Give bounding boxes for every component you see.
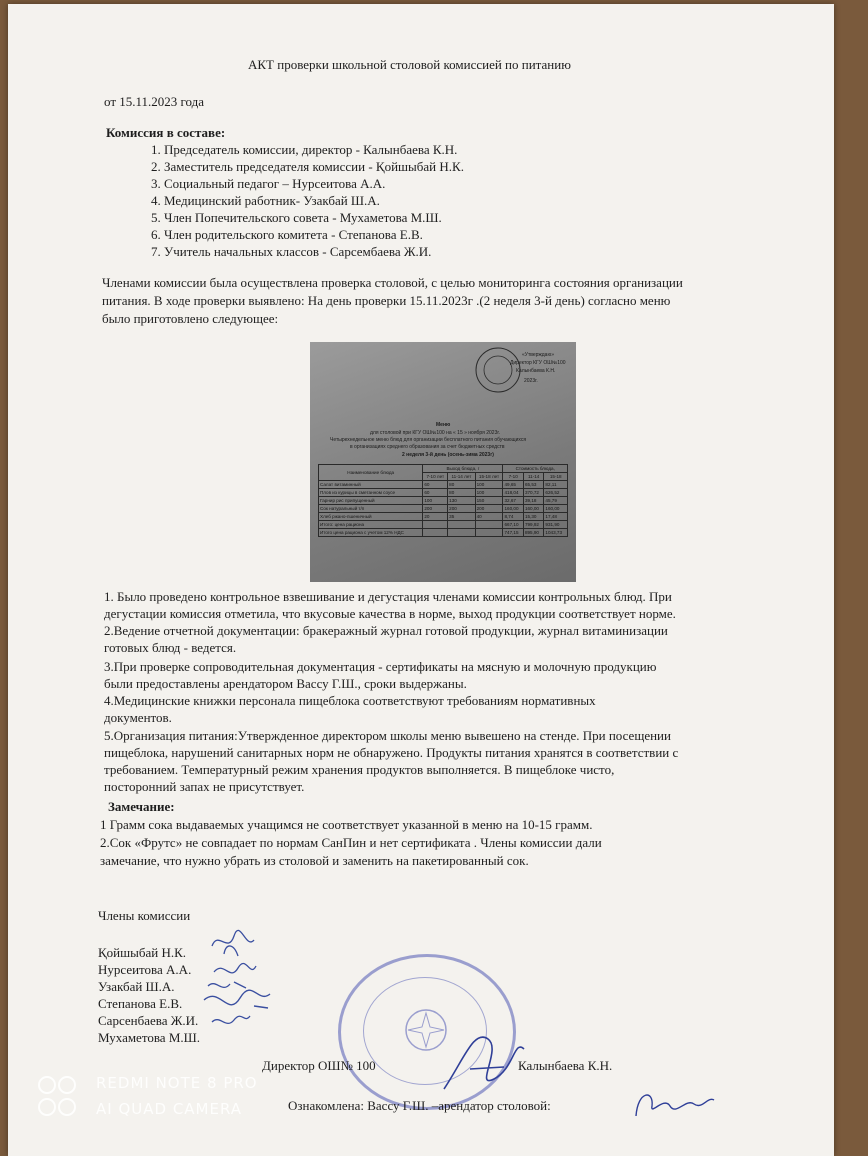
menu-header-cell: Наименование блюда bbox=[319, 465, 423, 481]
finding-line: 4.Медицинские книжки персонала пищеблока соответствуют требованиям нормативных bbox=[104, 693, 596, 708]
menu-table-cell: Итого: цена рациона bbox=[319, 521, 423, 529]
menu-table-cell: 32,67 bbox=[503, 497, 523, 505]
menu-approval-line: Директор КГУ ОШ№100 bbox=[510, 360, 566, 366]
menu-subheader-cell: 7-10 bbox=[503, 473, 523, 481]
watermark-model: REDMI NOTE 8 PRO bbox=[96, 1074, 258, 1092]
menu-table-cell: 100 bbox=[475, 489, 503, 497]
intro-line: Членами комиссии была осуществлена проверка столовой, с целью мониторинга состояния организации bbox=[102, 275, 683, 290]
menu-table-row bbox=[319, 489, 568, 497]
menu-table-cell: 45,79 bbox=[544, 497, 568, 505]
remark-line: замечание, что нужно убрать из столовой и заменить на пакетированный сок. bbox=[100, 853, 529, 868]
signer-name: Степанова Е.В. bbox=[98, 996, 183, 1011]
menu-table-row bbox=[319, 529, 568, 537]
finding-line: посторонний запах не присутствует. bbox=[104, 779, 305, 794]
commission-member: 6. Член родительского комитета - Степанова Е.В. bbox=[151, 227, 423, 242]
document-page bbox=[8, 4, 834, 1156]
menu-table-cell: 65,53 bbox=[523, 481, 543, 489]
menu-table-body bbox=[319, 481, 568, 537]
menu-table bbox=[318, 464, 568, 537]
menu-subheader-cell: 11-14 bbox=[523, 473, 543, 481]
menu-stamp-icon bbox=[470, 344, 526, 396]
intro-line: было приготовлено следующее: bbox=[102, 311, 279, 326]
menu-subtitle: для столовой при КГУ ОШ№100 на « 15 » ноября 2023г. bbox=[370, 430, 500, 436]
menu-table-cell: 8,74 bbox=[503, 513, 523, 521]
menu-table-row bbox=[319, 497, 568, 505]
menu-photo bbox=[310, 342, 576, 582]
document-title: АКТ проверки школьной столовой комиссией по питанию bbox=[248, 57, 571, 72]
camera-lens-icon bbox=[38, 1076, 56, 1094]
menu-table-row bbox=[319, 505, 568, 513]
menu-table-cell: 160,00 bbox=[523, 505, 543, 513]
menu-subheader-cell: 15-18 bbox=[544, 473, 568, 481]
menu-table-cell: 15,30 bbox=[523, 513, 543, 521]
intro-line: питания. В ходе проверки выявлено: На день проверки 15.11.2023г .(2 неделя 3-й день) согласно меню bbox=[102, 293, 671, 308]
commission-member: 1. Председатель комиссии, директор - Калынбаева К.Н. bbox=[151, 142, 458, 157]
finding-line: были предоставлены арендатором Вассу Г.Ш., сроки выдержаны. bbox=[104, 676, 467, 691]
menu-table-cell: 799,92 bbox=[523, 521, 543, 529]
finding-line: документов. bbox=[104, 710, 172, 725]
signer-name: Қойшыбай Н.К. bbox=[98, 945, 187, 960]
menu-subheader-cell: 11-14 лет bbox=[448, 473, 475, 481]
tenant-signature-icon bbox=[628, 1076, 718, 1136]
signer-name: Сарсенбаева Ж.И. bbox=[98, 1013, 199, 1028]
menu-table-cell: 200 bbox=[475, 505, 503, 513]
menu-subheader-cell: 7-10 лет bbox=[423, 473, 448, 481]
director-label: Директор ОШ№ 100 bbox=[262, 1058, 376, 1073]
menu-table-cell: 39,18 bbox=[523, 497, 543, 505]
menu-subtitle: в организациях среднего образования за счет бюджетных средств bbox=[350, 444, 505, 450]
signer-name: Узакбай Ш.А. bbox=[98, 979, 175, 994]
menu-table-cell: 747,15 bbox=[503, 529, 523, 537]
commission-member: 3. Социальный педагог – Нурсеитова А.А. bbox=[151, 176, 386, 191]
menu-table-cell: 100 bbox=[475, 481, 503, 489]
menu-header-cell: Стоимость блюда, bbox=[503, 465, 568, 473]
camera-lens-icon bbox=[58, 1076, 76, 1094]
commission-member: 7. Учитель начальных классов - Сарсембаева Ж.И. bbox=[151, 244, 432, 259]
remarks-heading: Замечание: bbox=[108, 799, 175, 814]
finding-line: готовых блюд - ведется. bbox=[104, 640, 237, 655]
camera-lens-icon bbox=[58, 1098, 76, 1116]
menu-table-cell: 160,00 bbox=[544, 505, 568, 513]
menu-table-cell: 130 bbox=[448, 497, 475, 505]
menu-table-cell: 150 bbox=[475, 497, 503, 505]
menu-approval-line: 2023г. bbox=[524, 378, 538, 384]
signer-name: Мухаметова М.Ш. bbox=[98, 1030, 201, 1045]
menu-table-cell: 931,90 bbox=[544, 521, 568, 529]
menu-table-cell: 667,10 bbox=[503, 521, 523, 529]
remark-line: 1 Грамм сока выдаваемых учащимся не соответствует указанной в меню на 10-15 грамм. bbox=[100, 817, 593, 832]
menu-table-row bbox=[319, 521, 568, 529]
menu-subheader-cell: 15-18 лет bbox=[475, 473, 503, 481]
menu-table-cell: 20 bbox=[423, 513, 448, 521]
menu-approval-line: Калынбаева К.Н. bbox=[516, 368, 556, 374]
menu-table-cell bbox=[448, 521, 475, 529]
commission-member: 4. Медицинский работник- Узакбай Ш.А. bbox=[151, 193, 380, 208]
menu-table-cell bbox=[423, 529, 448, 537]
menu-table-row bbox=[319, 481, 568, 489]
menu-table-cell bbox=[475, 521, 503, 529]
menu-table-cell bbox=[423, 521, 448, 529]
menu-table-cell: 200 bbox=[423, 505, 448, 513]
menu-table-cell: 418,04 bbox=[503, 489, 523, 497]
menu-table-cell: Гарнир рис припущенный bbox=[319, 497, 423, 505]
menu-table-cell: 17,48 bbox=[544, 513, 568, 521]
commission-member: 5. Член Попечительского совета - Мухаметова М.Ш. bbox=[151, 210, 442, 225]
menu-approval-line: «Утверждаю» bbox=[522, 352, 554, 358]
menu-table-cell: 60 bbox=[423, 489, 448, 497]
menu-table-cell: 160,00 bbox=[503, 505, 523, 513]
commission-member: 2. Заместитель председателя комиссии - Қойшыбай Н.К. bbox=[151, 159, 464, 174]
finding-line: пищеблока, нарушений санитарных норм не обнаружено. Продукты питания хранятся в соответствии с bbox=[104, 745, 679, 760]
finding-line: 3.При проверке сопроводительная документация - сертификаты на мясную и молочную продукцию bbox=[104, 659, 657, 674]
menu-header-cell: Выход блюда, г bbox=[423, 465, 503, 473]
menu-table-cell: Сок натуральный т/п bbox=[319, 505, 423, 513]
menu-subtitle: Четырехнедельное меню блюд для организации бесплатного питания обучающихся bbox=[330, 437, 527, 443]
finding-line: 2.Ведение отчетной документации: бракеражный журнал готовой продукции, журнал витаминизации bbox=[104, 623, 668, 638]
menu-table-cell bbox=[475, 529, 503, 537]
finding-line: требованием. Температурный режим хранения продуктов выполняется. В пищеблоке чисто, bbox=[104, 762, 615, 777]
menu-table-cell: 100 bbox=[423, 497, 448, 505]
menu-table-cell: 40 bbox=[475, 513, 503, 521]
signatures-scribble-icon bbox=[194, 924, 284, 1039]
watermark-camera: AI QUAD CAMERA bbox=[96, 1100, 243, 1118]
menu-table-cell: Салат витаминный bbox=[319, 481, 423, 489]
signer-name: Нурсеитова А.А. bbox=[98, 962, 192, 977]
menu-subtitle: 2 неделя 3-й день (осень-зима 2023г) bbox=[402, 452, 494, 458]
menu-table-cell: 80 bbox=[448, 489, 475, 497]
director-name: Калынбаева К.Н. bbox=[518, 1058, 613, 1073]
signers-heading: Члены комиссии bbox=[98, 908, 191, 923]
finding-line: 1. Было проведено контрольное взвешивание и дегустация членами комиссии контрольных блюд. При bbox=[104, 589, 672, 604]
menu-table-cell: 49,65 bbox=[503, 481, 523, 489]
menu-table-cell: 35 bbox=[448, 513, 475, 521]
menu-table-cell: 200 bbox=[448, 505, 475, 513]
menu-title: Меню bbox=[436, 422, 451, 428]
menu-table-cell: 1043,73 bbox=[544, 529, 568, 537]
acquainted-line: Ознакомлена: Вассу Г.Ш. –арендатор столовой: bbox=[288, 1098, 551, 1113]
menu-table-cell: 60 bbox=[423, 481, 448, 489]
finding-line: дегустации комиссия отметила, что вкусовые качества в норме, выход продукции соответствует норме. bbox=[104, 606, 676, 621]
menu-table-cell: 626,52 bbox=[544, 489, 568, 497]
menu-table-cell: 895,90 bbox=[523, 529, 543, 537]
menu-table-cell: Итого цена рациона с учетом 12% НДС bbox=[319, 529, 423, 537]
finding-line: 5.Организация питания:Утвержденное директором школы меню вывешено на стенде. При посещении bbox=[104, 728, 671, 743]
commission-heading: Комиссия в составе: bbox=[106, 125, 226, 140]
menu-table-cell: 80 bbox=[448, 481, 475, 489]
camera-lens-icon bbox=[38, 1098, 56, 1116]
document-date: от 15.11.2023 года bbox=[104, 94, 205, 109]
menu-table-cell bbox=[448, 529, 475, 537]
menu-table-header bbox=[319, 465, 568, 473]
menu-table-cell: 82,11 bbox=[544, 481, 568, 489]
menu-table-row bbox=[319, 513, 568, 521]
remark-line: 2.Сок «Фрутс» не совпадает по нормам СанПин и нет сертификата . Члены комиссии дали bbox=[100, 835, 602, 850]
menu-table-cell: Хлеб ржано-пшеничный bbox=[319, 513, 423, 521]
menu-table-cell: 370,72 bbox=[523, 489, 543, 497]
menu-table-cell: Плов из курицы в сметанном соусе bbox=[319, 489, 423, 497]
